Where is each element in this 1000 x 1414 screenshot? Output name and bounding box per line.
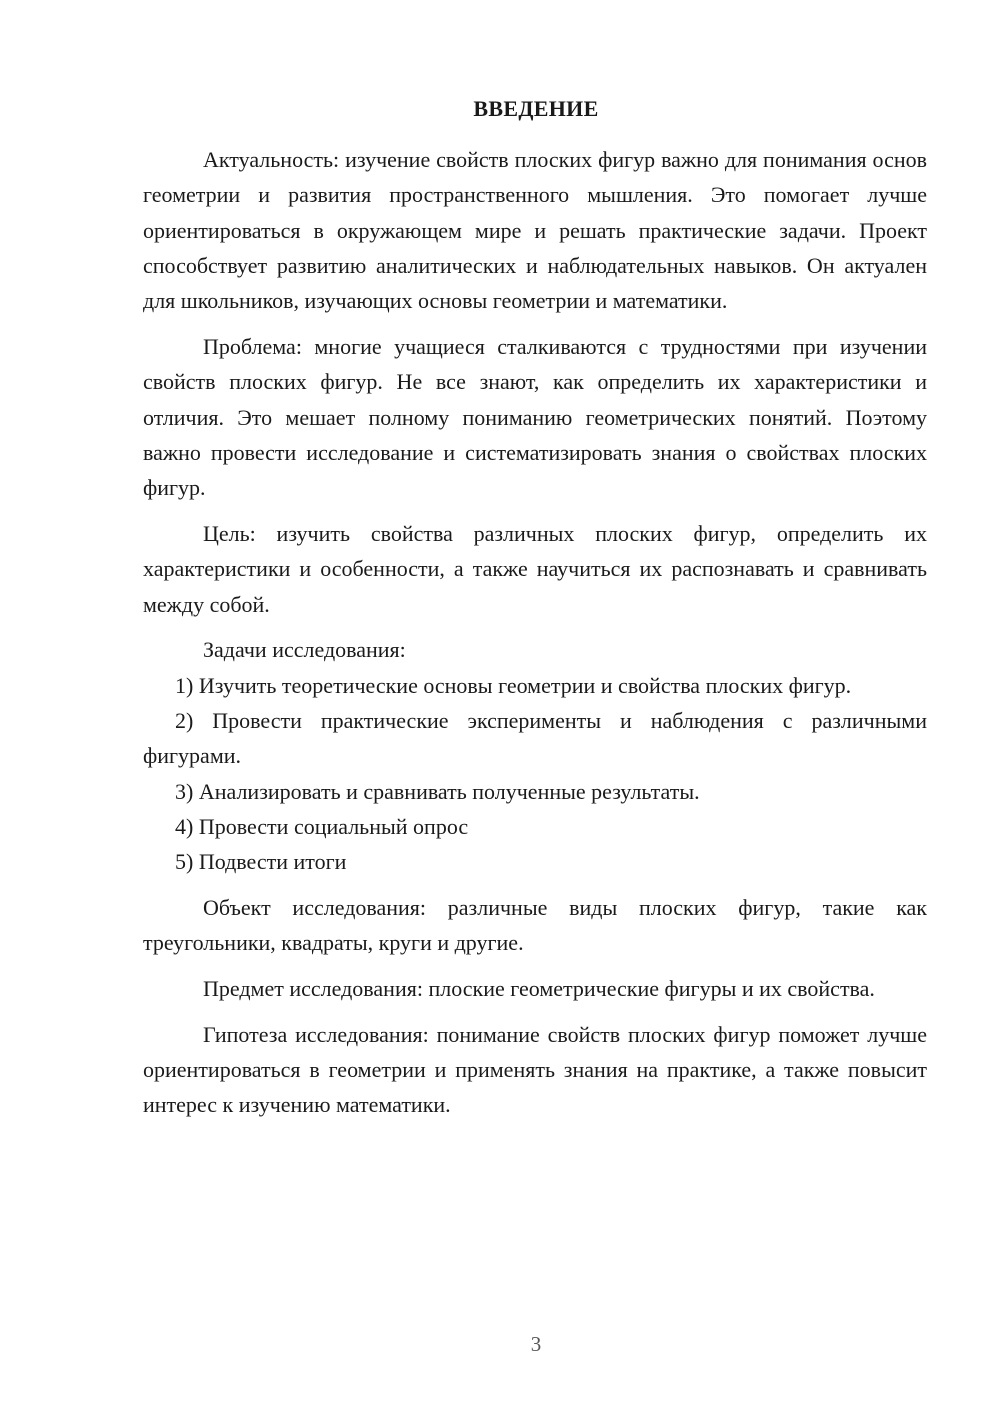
task-item: 3) Анализировать и сравнивать полученные результаты. xyxy=(175,778,700,804)
paragraph-hypothesis: Гипотеза исследования: понимание свойств плоских фигур поможет лучше ориентироваться в геометрии и применять знания на практике, а также повысит интерес к изучению математики. xyxy=(143,1021,927,1118)
paragraph-object: Объект исследования: различные виды плоских фигур, такие как треугольники, квадраты, круги и другие. xyxy=(143,894,927,956)
section-title: ВВЕДЕНИЕ xyxy=(473,96,599,121)
task-item: 1) Изучить теоретические основы геометрии и свойства плоских фигур. xyxy=(175,672,852,698)
paragraph-actuality: Актуальность: изучение свойств плоских фигур важно для понимания основ геометрии и развития пространственного мышления. Это помогает лучше ориентироваться в окружающем мире и решать практические задачи. Проект способствует развитию аналитических и наблюдательных навыков. Он актуален для школьников, изучающих основы геометрии и математики. xyxy=(143,147,927,314)
page-number: 3 xyxy=(530,1332,542,1356)
paragraph-goal: Цель: изучить свойства различных плоских фигур, определить их характеристики и особенности, а также научиться их распознавать и сравнивать между собой. xyxy=(143,520,927,617)
paragraph-subject: Предмет исследования: плоские геометрические фигуры и их свойства. xyxy=(203,976,875,1002)
body-text xyxy=(143,142,927,1123)
tasks-heading: Задачи исследования: xyxy=(203,637,406,663)
task-item: 5) Подвести итоги xyxy=(175,849,347,875)
task-item: 2) Провести практические эксперименты и наблюдения с различными фигурами. xyxy=(143,707,927,769)
task-item: 4) Провести социальный опрос xyxy=(175,813,469,839)
paragraph-problem: Проблема: многие учащиеся сталкиваются с трудностями при изучении свойств плоских фигур. Не все знают, как определить их характеристики и отличия. Это мешает полному пониманию геометрических понятий. Поэтому важно провести исследование и систематизировать знания о свойствах плоских фигур. xyxy=(143,333,927,501)
